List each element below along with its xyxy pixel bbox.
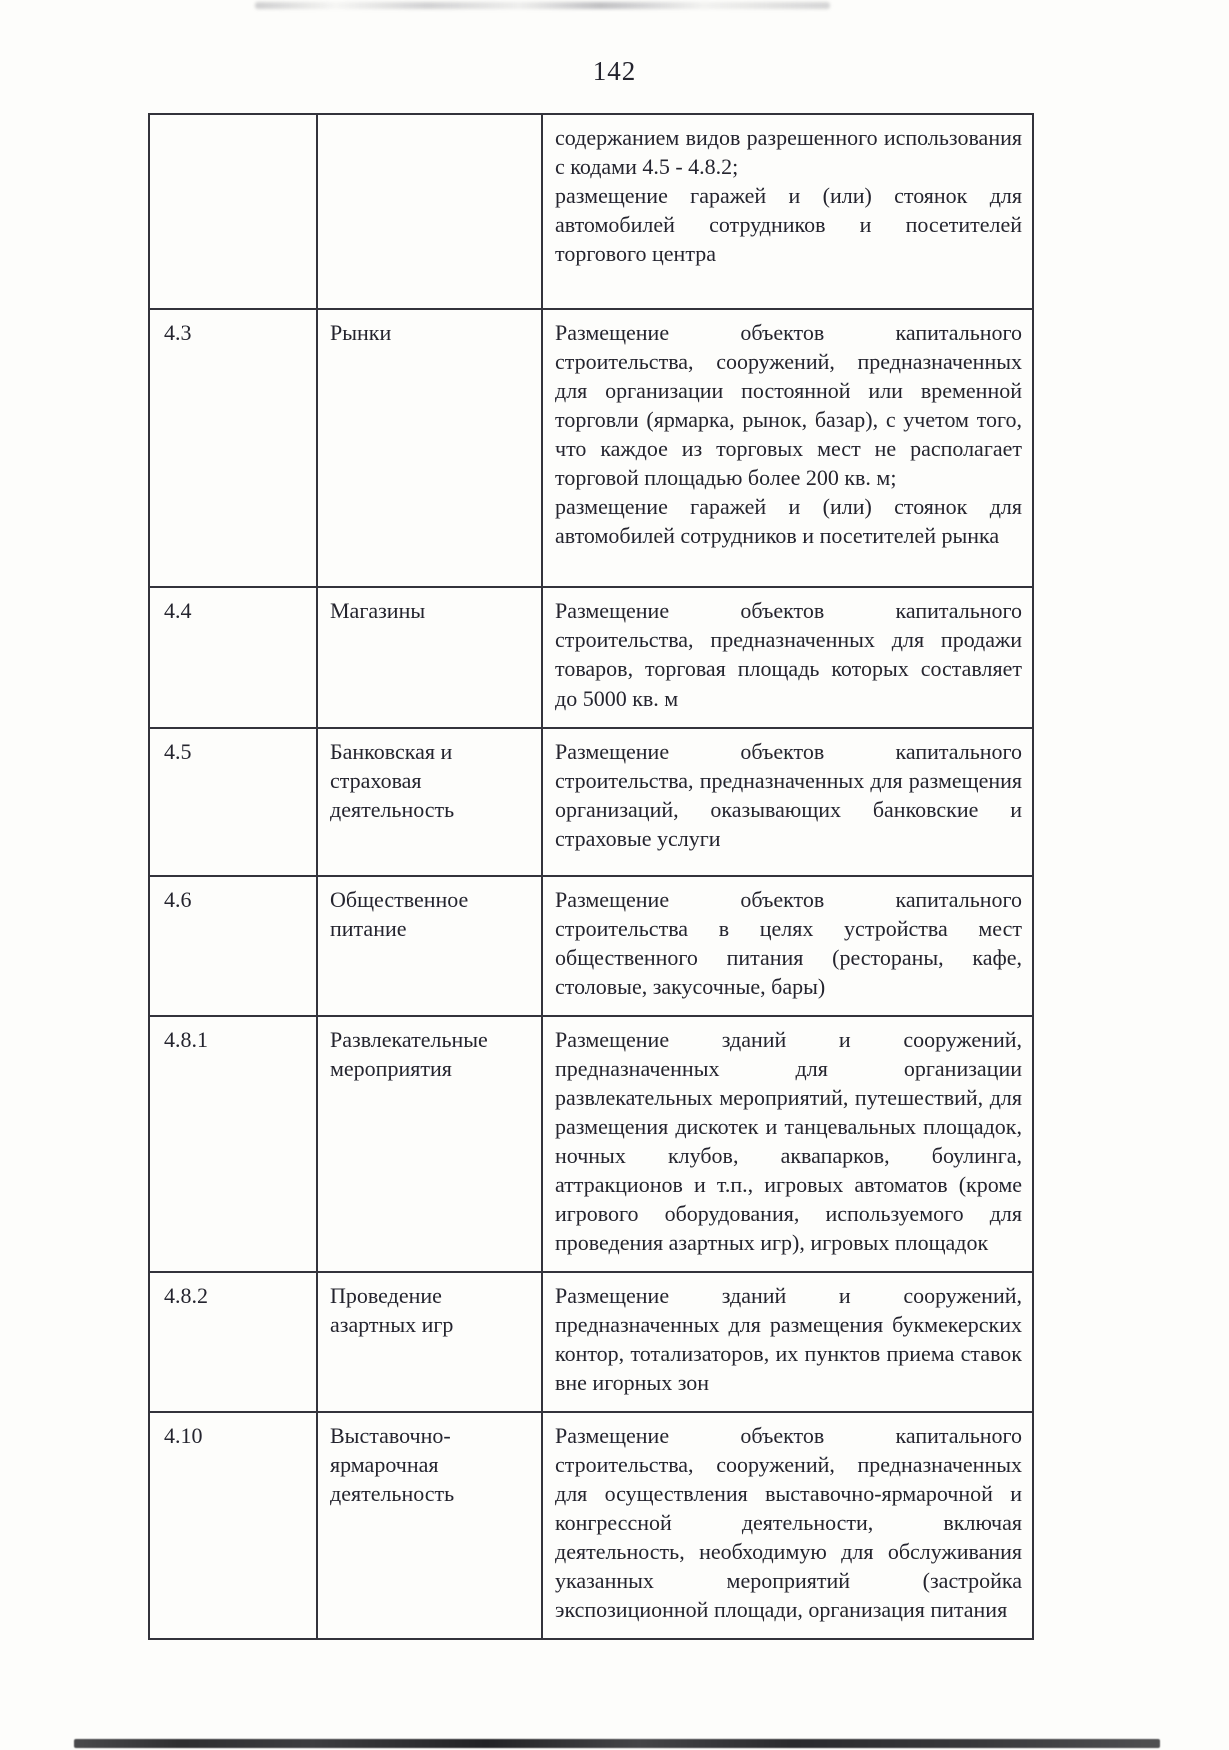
- land-use-table: [148, 113, 1034, 1640]
- table-row: [149, 876, 1033, 1016]
- land-use-name-cell: Магазины: [317, 587, 542, 727]
- land-use-code-cell: 4.8.2: [149, 1272, 317, 1412]
- land-use-name-cell: Развлекательные мероприятия: [317, 1016, 542, 1272]
- land-use-description-cell: [542, 1016, 1033, 1272]
- land-use-table-body: [149, 114, 1033, 1639]
- land-use-code-cell: 4.5: [149, 728, 317, 876]
- scan-artifact-top: [255, 2, 830, 9]
- description-paragraph: Размещение зданий и сооружений, предназначенных для организации развлекательных мероприятий, путешествий, для размещения дискотек и танцевальных площадок, ночных клубов, аквапарков, боулинга, аттракционов и т.п., игровых автоматов (кроме игрового оборудования, используемого для проведения азартных игр), игровых площадок: [555, 1026, 1022, 1255]
- description-paragraph: Размещение объектов капитального строительства, сооружений, предназначенных для осуществления выставочно-ярмарочной и конгрессной деятельности, включая деятельность, необходимую для обслуживания указанных мероприятий (застройка экспозиционной площади, организация питания: [555, 1423, 1022, 1623]
- land-use-description-cell: [542, 587, 1033, 727]
- land-use-name-cell: Общественное питание: [317, 876, 542, 1016]
- land-use-code-cell: 4.4: [149, 587, 317, 727]
- land-use-code-cell: 4.8.1: [149, 1016, 317, 1272]
- land-use-name-cell: [317, 114, 542, 309]
- table-row: [149, 1272, 1033, 1412]
- land-use-name-cell: Проведение азартных игр: [317, 1272, 542, 1412]
- table-row: [149, 114, 1033, 309]
- land-use-description-cell: [542, 1412, 1033, 1639]
- scan-artifact-bottom: [74, 1739, 1160, 1748]
- land-use-code-cell: 4.10: [149, 1412, 317, 1639]
- land-use-description-cell: [542, 876, 1033, 1016]
- description-paragraph: содержанием видов разрешенного использования с кодами 4.5 - 4.8.2;: [555, 125, 1022, 180]
- land-use-code-cell: [149, 114, 317, 309]
- description-paragraph: Размещение объектов капитального строительства в целях устройства мест общественного питания (рестораны, кафе, столовые, закусочные, бары): [555, 886, 1022, 999]
- land-use-description-cell: [542, 114, 1033, 309]
- description-paragraph: Размещение объектов капитального строительства, сооружений, предназначенных для организации постоянной или временной торговли (ярмарка, рынок, базар), с учетом того, что каждое из торговых мест не располагает торговой площадью более 200 кв. м;: [555, 320, 1022, 491]
- table-row: [149, 1412, 1033, 1639]
- description-paragraph: Размещение объектов капитального строительства, предназначенных для продажи товаров, торговая площадь которых составляет до 5000 кв. м: [555, 598, 1022, 711]
- description-paragraph: размещение гаражей и (или) стоянок для автомобилей сотрудников и посетителей рынка: [555, 494, 1022, 549]
- table-row: [149, 728, 1033, 876]
- table-row: [149, 1016, 1033, 1272]
- land-use-name-cell: Банковская и страховая деятельность: [317, 728, 542, 876]
- land-use-description-cell: [542, 309, 1033, 587]
- land-use-description-cell: [542, 728, 1033, 876]
- land-use-name-cell: Выставочно-ярмарочная деятельность: [317, 1412, 542, 1639]
- land-use-description-cell: [542, 1272, 1033, 1412]
- description-paragraph: размещение гаражей и (или) стоянок для автомобилей сотрудников и посетителей торгового центра: [555, 183, 1022, 267]
- description-paragraph: Размещение зданий и сооружений, предназначенных для размещения букмекерских контор, тотализаторов, их пунктов приема ставок вне игорных зон: [555, 1283, 1022, 1396]
- land-use-code-cell: 4.3: [149, 309, 317, 587]
- table-row: [149, 587, 1033, 727]
- land-use-code-cell: 4.6: [149, 876, 317, 1016]
- land-use-name-cell: Рынки: [317, 309, 542, 587]
- table-row: [149, 309, 1033, 587]
- description-paragraph: Размещение объектов капитального строительства, предназначенных для размещения организаций, оказывающих банковские и страховые услуги: [555, 738, 1022, 851]
- page-number: 142: [592, 56, 637, 86]
